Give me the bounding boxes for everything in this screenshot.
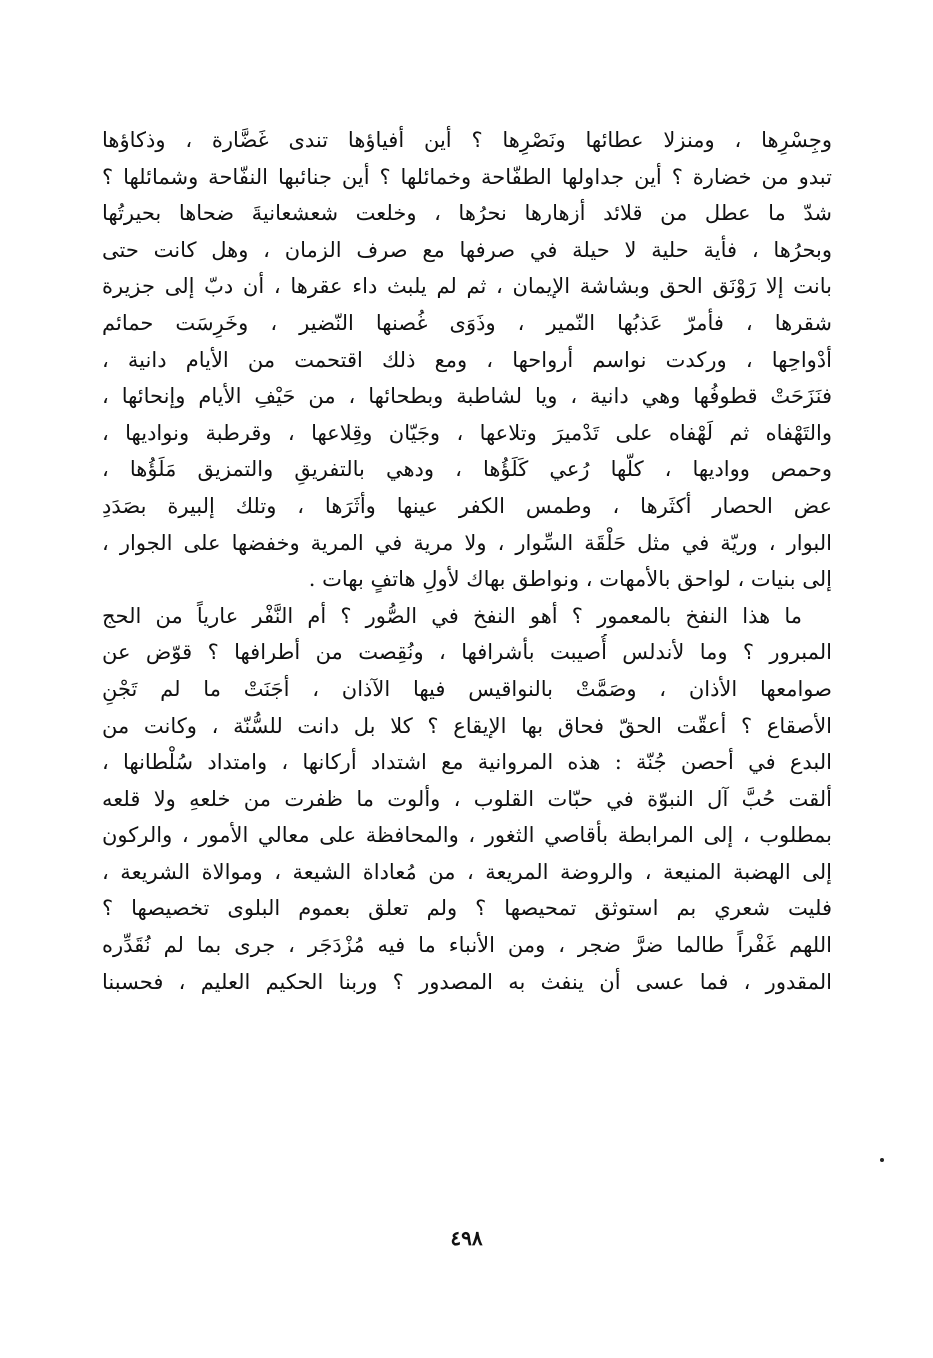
text-line: المقدور ، فما عسى أن ينفث به المصدور ؟ وربنا الحكيم العليم ، فحسبنا	[102, 969, 832, 994]
text-line: البدع في أحصن جُنّة : هذه المروانية مع اشتداد أركانها ، وامتداد سُلْطانها ،	[102, 750, 832, 775]
text-line: إلى الهضبة المنيعة ، والروضة المريعة ، من مُعاداة الشيعة ، وموالاة الشريعة ،	[102, 859, 832, 884]
text-line: صوامعها الأذان ، وصَمَّتْ بالنواقيس فيها الآذان ، أجَنَتْ ما لم تَجْنِ	[102, 676, 832, 701]
page-number: ٤٩٨	[450, 1226, 483, 1250]
text-line: وحمص وواديها ، كلّها رُعي كَلَؤُها ، ودهي بالتفريقِ والتمزيق مَلَؤُها ،	[102, 457, 832, 482]
text-line: الأصقاع ؟ أعقّت الحقّ فحاق بها الإيقاع ؟ كلا بل دانت للسُّنّة ، وكانت من	[102, 713, 832, 738]
text-line: بانت إلا رَوْنَق الحق وبشاشة الإيمان ، ثم لم يلبث داء عقرها ، أن دبّ إلى جزيرة	[102, 274, 832, 299]
text-line: البوار ، وريّة في مثل حَلْقَة السِّوار ، ولا مرية في المرية وخفضها على الجوار ،	[102, 530, 832, 555]
text-line: فنَزَحَتْ قطوفُها وهي دانية ، ويا لشاطبة وبطحائها ، من حَيْفِ الأيام وإنحائها ،	[102, 384, 832, 409]
text-line: أدْواحِها ، وركدت نواسم أرواحها ، ومع ذلك اقتحمت من الأيام دانية ،	[102, 347, 832, 372]
text-line: وجِسْرِها ، ومنزلا عطائها ونَصْرِها ؟ أين أفياؤها تندى غَضَّارة ، وذكاؤها	[102, 128, 832, 152]
document-page	[102, 122, 832, 1222]
paragraph-start-line: ما هذا النفخ بالمعمور ؟ أهو النفخ في الصُّور ؟ أم النَّفْر عارياً من الحج	[102, 603, 802, 628]
text-line: والتَهْفاه ثم لَهْفاه على تَدْميرَ وتلاعها ، وجَيّان وقِلاعها ، وقرطبة ونواديها ،	[102, 420, 832, 445]
text-line: شقرها ، فأمرّ عَذبُها النّمير ، وذَوَى غُصنها النّضير ، وخَرِسَت حمائم	[102, 310, 832, 335]
text-line: اللهم غَفْراً طالما ضرَّ ضجر ، ومن الأنباء ما فيه مُزْدَجَر ، جرى بما لم نُقَدِّره	[102, 933, 832, 958]
text-line: تبدو من خضارة ؟ أين جداولها الطفّاحة وخمائلها ؟ أين جنائبها النفّاحة وشمائلها ؟	[102, 164, 832, 189]
text-line: وبحرُها ، فأية حلية لا حيلة في صرفها مع صرف الزمان ، وهل كانت حتى	[102, 237, 832, 262]
text-line: عض الحصار أكثَرها ، وطمس الكفر عينها وأثَرَها ، وتلك إلبيرة بصَدَدِ	[102, 493, 832, 518]
text-line: ألقت حُبَّ آل النبوّة في حبّات القلوب ، وألوت ما ظفرت من خلعهِ ولا قلعه	[102, 786, 832, 811]
text-line: المبرور ؟ وما لأندلس أُصيبت بأشرافها ، ونُقِصت من أطرافها ؟ قوّض عن	[102, 640, 832, 665]
body-text	[102, 122, 832, 1000]
scan-speck	[880, 1158, 884, 1162]
text-line: بمطلوب ، إلى المرابطة بأقاصي الثغور ، والمحافظة على معالي الأمور ، والركون	[102, 823, 832, 848]
text-line: شدّ ما عطل من قلائد أزهارها نحرُها ، وخلعت شعشعانيةَ ضحاها بحيرتُها	[102, 201, 832, 226]
paragraph-end-line: إلى بنيات ، لواحق بالأمهات ، ونواطق بهاك لأولِ هاتفٍ بهات .	[308, 567, 832, 592]
text-line: فليت شعري بم استوثق تمحيصها ؟ ولم تعلق بعموم البلوى تخصيصها ؟	[102, 896, 832, 921]
